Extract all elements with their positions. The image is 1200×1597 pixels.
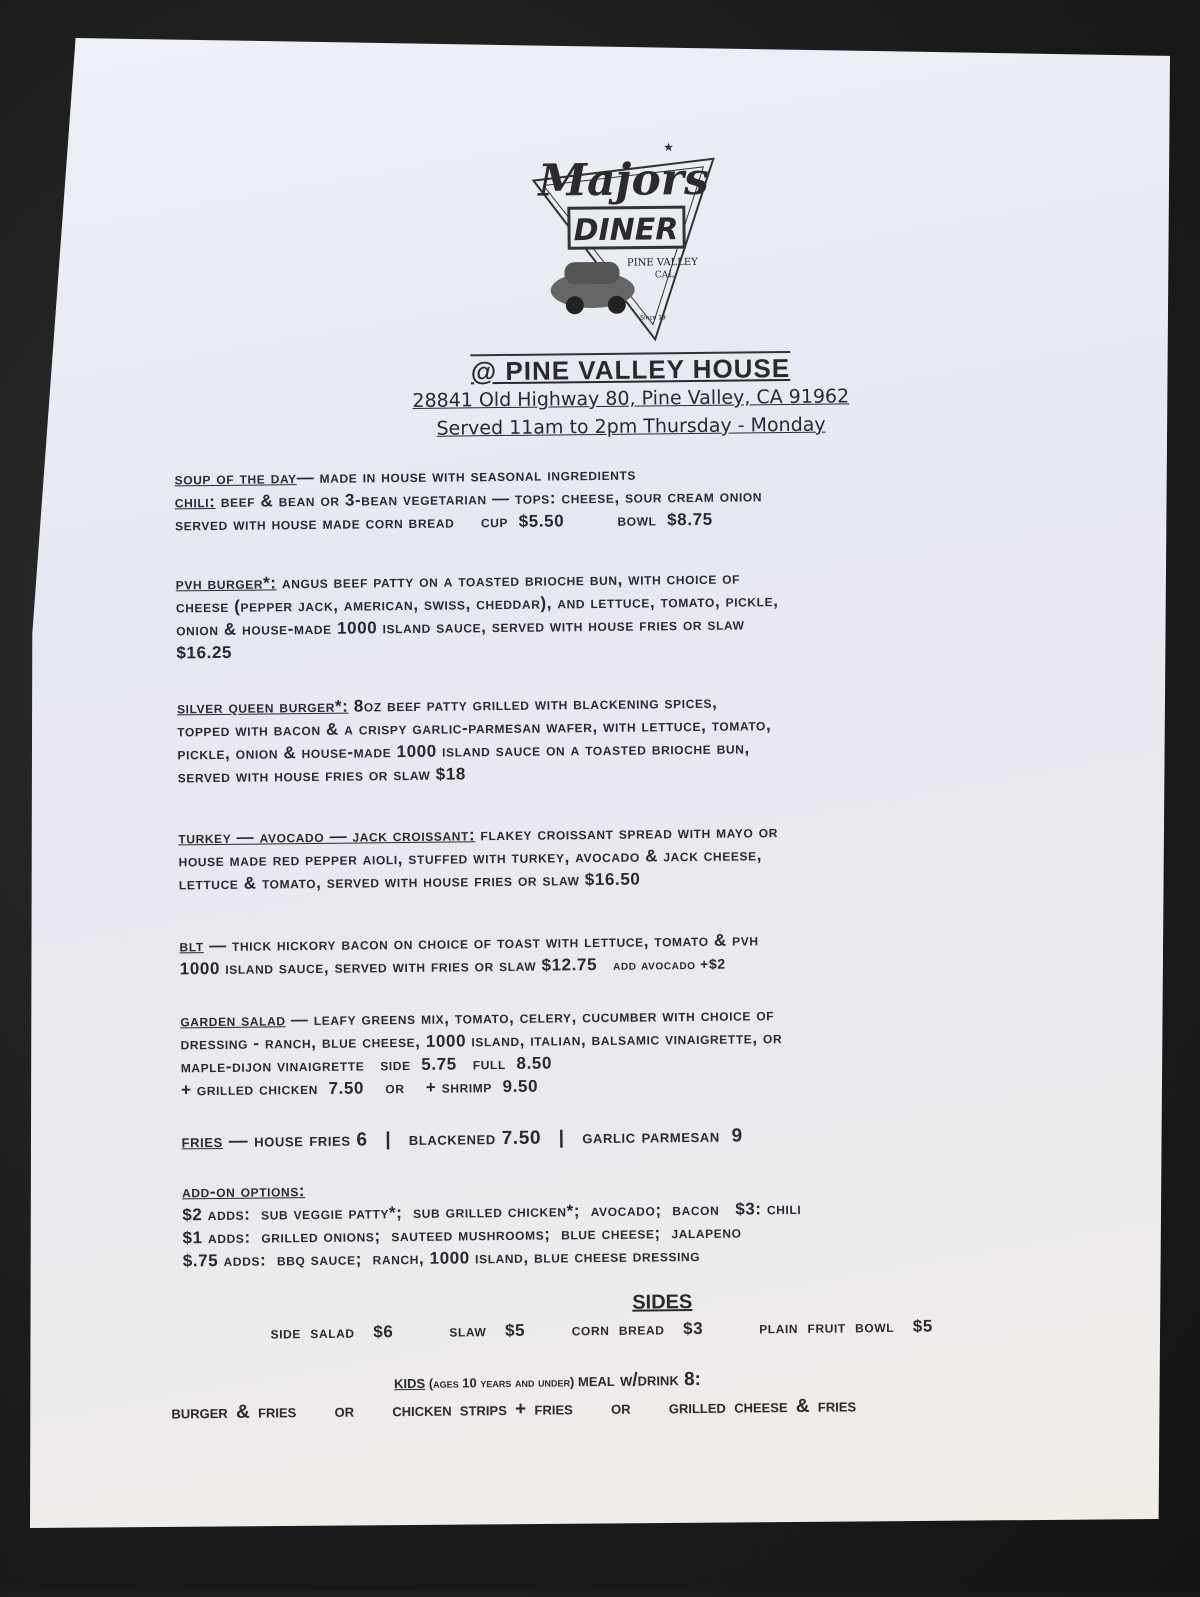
majors-diner-logo: [513, 139, 735, 351]
chili-line1: beef & bean or 3-bean vegetarian — tops: cheese, sour cream onion: [215, 486, 763, 512]
logo-script-text: Majors: [538, 153, 709, 207]
blt-addon: add avocado +$2: [613, 955, 726, 973]
silver-queen-section: [177, 686, 1138, 788]
pvh-burger-section: [176, 562, 1137, 664]
venue-title: @ PINE VALLEY HOUSE: [470, 352, 791, 387]
kids-or-1: or: [334, 1400, 355, 1422]
soup-title: soup of the day: [174, 468, 297, 489]
soup-desc: — made in house with seasonal ingredients: [296, 464, 637, 488]
kids-options: [171, 1395, 856, 1424]
croissant-line1: flakey croissant spread with mayo or: [475, 822, 779, 845]
garden-salad-line3: maple-dijon vinaigrette side 5.75 full 8.50: [180, 1053, 553, 1077]
kids-header: [394, 1369, 701, 1394]
sides-list: side salad $6 slaw $5 corn bread $3 plain fruit bowl $5: [270, 1316, 934, 1343]
garden-salad-line1: — leafy greens mix, tomato, celery, cucumber with choice of: [285, 1005, 775, 1030]
kids-ages: (ages 10 years and under): [425, 1374, 579, 1391]
pvh-burger-title: pvh burger*:: [175, 573, 277, 594]
pvh-burger-price: $16.25: [176, 642, 233, 663]
croissant-line2: house made red pepper aioli, stuffed with turkey, avocado & jack cheese,: [178, 845, 763, 871]
kids-option-3: grilled cheese & fries: [668, 1395, 857, 1419]
star-icon: ★: [663, 140, 675, 155]
garden-salad-line4: + grilled chicken 7.50 or + shrimp 9.50: [180, 1076, 539, 1100]
addons-line3: $.75 adds: bbq sauce; ranch, 1000 island, blue cheese dressing: [182, 1245, 701, 1271]
pvh-burger-line3: onion & house-made 1000 island sauce, served with house fries or slaw: [176, 614, 745, 640]
blt-section: [179, 924, 1139, 981]
service-hours: Served 11am to 2pm Thursday - Monday: [436, 413, 826, 440]
logo-state-text: CAL: [654, 270, 675, 281]
chili-line2: served with house made corn bread cup $5.50 bowl $8.75: [174, 509, 713, 535]
silver-queen-line4: served with house fries or slaw $18: [177, 764, 466, 787]
silver-queen-line2: topped with bacon & a crispy garlic-parmesan wafer, with lettuce, tomato,: [177, 715, 772, 741]
pvh-burger-line1: angus beef patty on a toasted brioche bun, with choice of: [276, 568, 741, 593]
addons-section: [182, 1170, 1143, 1272]
silver-queen-title: silver queen burger*:: [176, 696, 349, 718]
logo-diner-text: DINER: [573, 212, 679, 249]
pvh-burger-line2: cheese (pepper jack, american, swiss, cheddar), and lettuce, tomato, pickle,: [175, 591, 779, 617]
logo-place-text: PINE VALLEY: [626, 256, 698, 269]
blt-line2: 1000 island sauce, served with fries or slaw $12.75: [179, 955, 598, 979]
blt-title: blt: [179, 936, 204, 956]
fries-line: — house fries 6 | blackened 7.50 | garlic parmesan 9: [222, 1125, 743, 1152]
garden-salad-section: [180, 999, 1141, 1101]
logo-since-text: Since 19: [640, 314, 666, 322]
kids-or-2: or: [610, 1397, 631, 1419]
silver-queen-line3: pickle, onion & house-made 1000 island sauce on a toasted brioche bun,: [177, 738, 750, 764]
fries-title: fries: [181, 1130, 223, 1153]
kids-meal: meal w/drink 8:: [577, 1368, 702, 1392]
croissant-title: turkey — avocado — jack croissant:: [178, 825, 476, 848]
croissant-section: [178, 816, 1139, 895]
soup-chili-section: [174, 457, 1135, 536]
chili-title: chili:: [174, 492, 216, 512]
blt-line1: — thick hickory bacon on choice of toast with lettuce, tomato & pvh: [203, 930, 759, 956]
addons-line2: $1 adds: grilled onions; sauteed mushrooms; blue cheese; jalapeno: [182, 1222, 742, 1248]
fries-section: [181, 1120, 1141, 1153]
kids-option-2: chicken strips + fries: [392, 1398, 573, 1422]
garden-salad-line2: dressing - ranch, blue cheese, 1000 island, italian, balsamic vinaigrette, or: [180, 1028, 783, 1054]
addons-title: add-on options:: [181, 1181, 306, 1202]
sides-title: SIDES: [632, 1291, 693, 1314]
address: 28841 Old Highway 80, Pine Valley, CA 91962: [412, 385, 850, 412]
kids-title: kids: [393, 1371, 426, 1394]
croissant-line3: lettuce & tomato, served with house fries or slaw $16.50: [178, 869, 641, 894]
addons-line1: $2 adds: sub veggie patty*; sub grilled chicken*; avocado; bacon $3: chili: [182, 1198, 802, 1225]
silver-queen-line1: 8oz beef patty grilled with blackening spices,: [348, 692, 718, 716]
garden-salad-title: garden salad: [180, 1010, 286, 1031]
kids-option-1: burger & fries: [171, 1401, 297, 1424]
